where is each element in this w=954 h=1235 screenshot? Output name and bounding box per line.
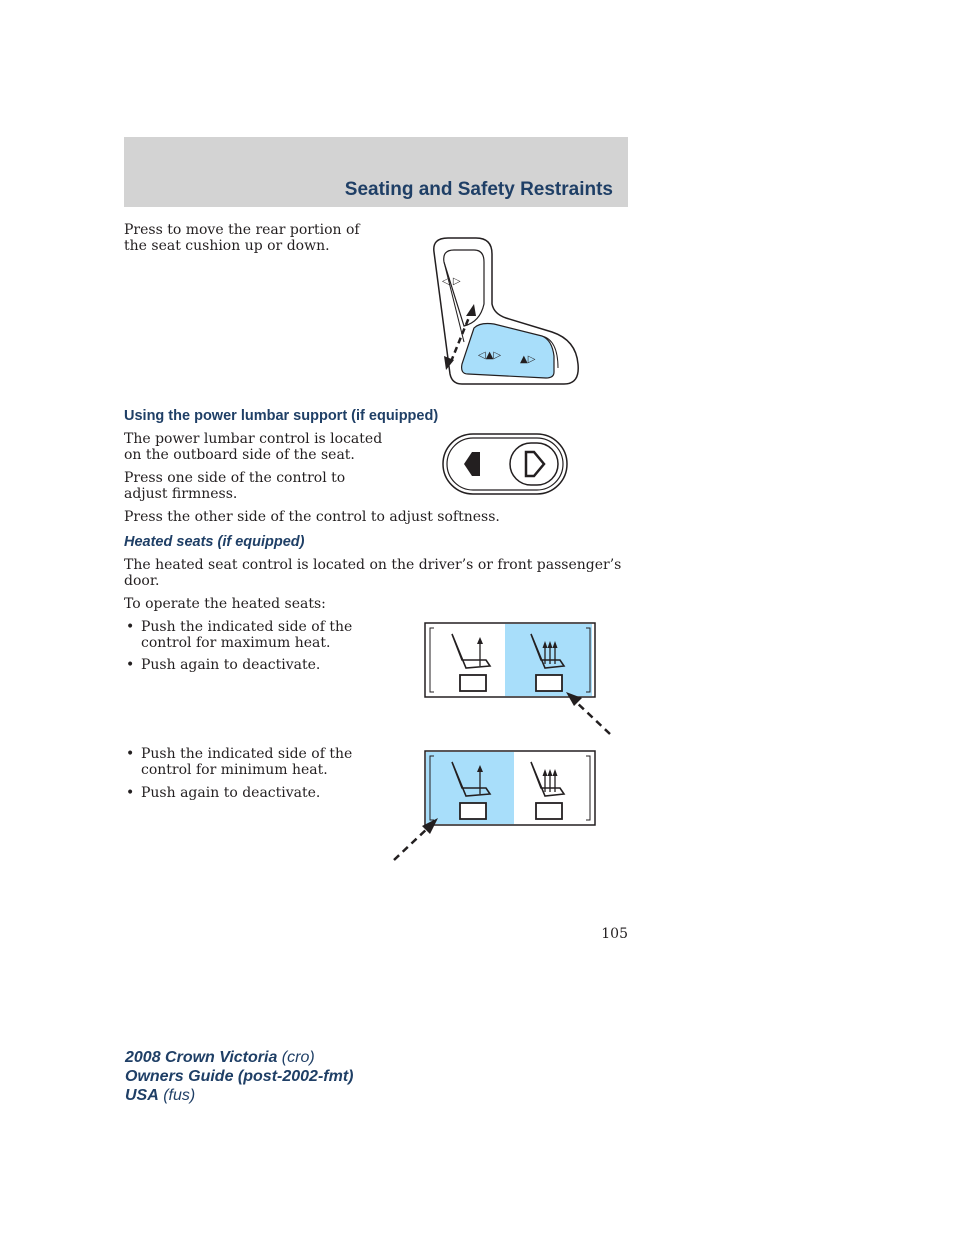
svg-text:◁ ▷: ◁ ▷ [442, 276, 461, 287]
lumbar-para2-line2: adjust firmness. [124, 486, 238, 502]
min-bullet-1-line2: control for minimum heat. [141, 762, 328, 778]
max-bullet-1-line1: Push the indicated side of the [141, 619, 353, 635]
bullet-dot: • [126, 746, 135, 762]
seat-cushion-line1: Press to move the rear portion of [124, 222, 360, 238]
bullet-dot: • [126, 785, 135, 801]
lumbar-para3: Press the other side of the control to adjust softness. [124, 509, 500, 525]
heated-seat-icon [390, 620, 620, 740]
min-bullet-1-line1: Push the indicated side of the [141, 746, 353, 762]
footer-model-code: (cro) [277, 1049, 315, 1066]
seat-cushion-line2: the seat cushion up or down. [124, 238, 330, 254]
max-bullet-2-line1: Push again to deactivate. [141, 657, 321, 673]
heated-para2: To operate the heated seats: [124, 596, 326, 612]
lumbar-para1-line1: The power lumbar control is located [124, 431, 383, 447]
heated-heading: Heated seats (if equipped) [124, 534, 305, 550]
heated-para1-line1: The heated seat control is located on the driver’s or front passenger’s [124, 557, 622, 573]
lumbar-para2-line1: Press one side of the control to [124, 470, 346, 486]
footer-line1 [125, 1048, 353, 1067]
lumbar-switch-icon [442, 433, 568, 495]
footer-guide: Owners Guide (post-2002-fmt) [125, 1068, 354, 1085]
heated-para1 [124, 557, 621, 589]
page-number: 105 [601, 926, 628, 942]
bullet-dot: • [126, 657, 135, 673]
seat-cushion-text [124, 222, 360, 254]
lumbar-para1-line2: on the outboard side of the seat. [124, 447, 355, 463]
min-bullet-2-line1: Push again to deactivate. [141, 785, 321, 801]
lumbar-para2 [124, 470, 345, 502]
max-bullet-1-line2: control for maximum heat. [141, 635, 331, 651]
footer-model: 2008 Crown Victoria [125, 1049, 278, 1066]
svg-text:▲▷: ▲▷ [520, 354, 536, 365]
footer-market-code: (fus) [158, 1087, 196, 1104]
footer-line3 [125, 1086, 353, 1105]
svg-text:◁▲▷: ◁▲▷ [478, 350, 502, 361]
footer-market: USA [125, 1087, 159, 1104]
lumbar-heading: Using the power lumbar support (if equipped) [124, 408, 439, 424]
page-title: Seating and Safety Restraints [344, 179, 613, 200]
lumbar-para1 [124, 431, 382, 463]
heated-para1-line2: door. [124, 573, 160, 589]
seat-control-icon [424, 232, 584, 392]
bullet-dot: • [126, 619, 135, 635]
footer [125, 1048, 353, 1105]
header-band [124, 137, 628, 207]
heated-seat-icon [390, 748, 620, 866]
